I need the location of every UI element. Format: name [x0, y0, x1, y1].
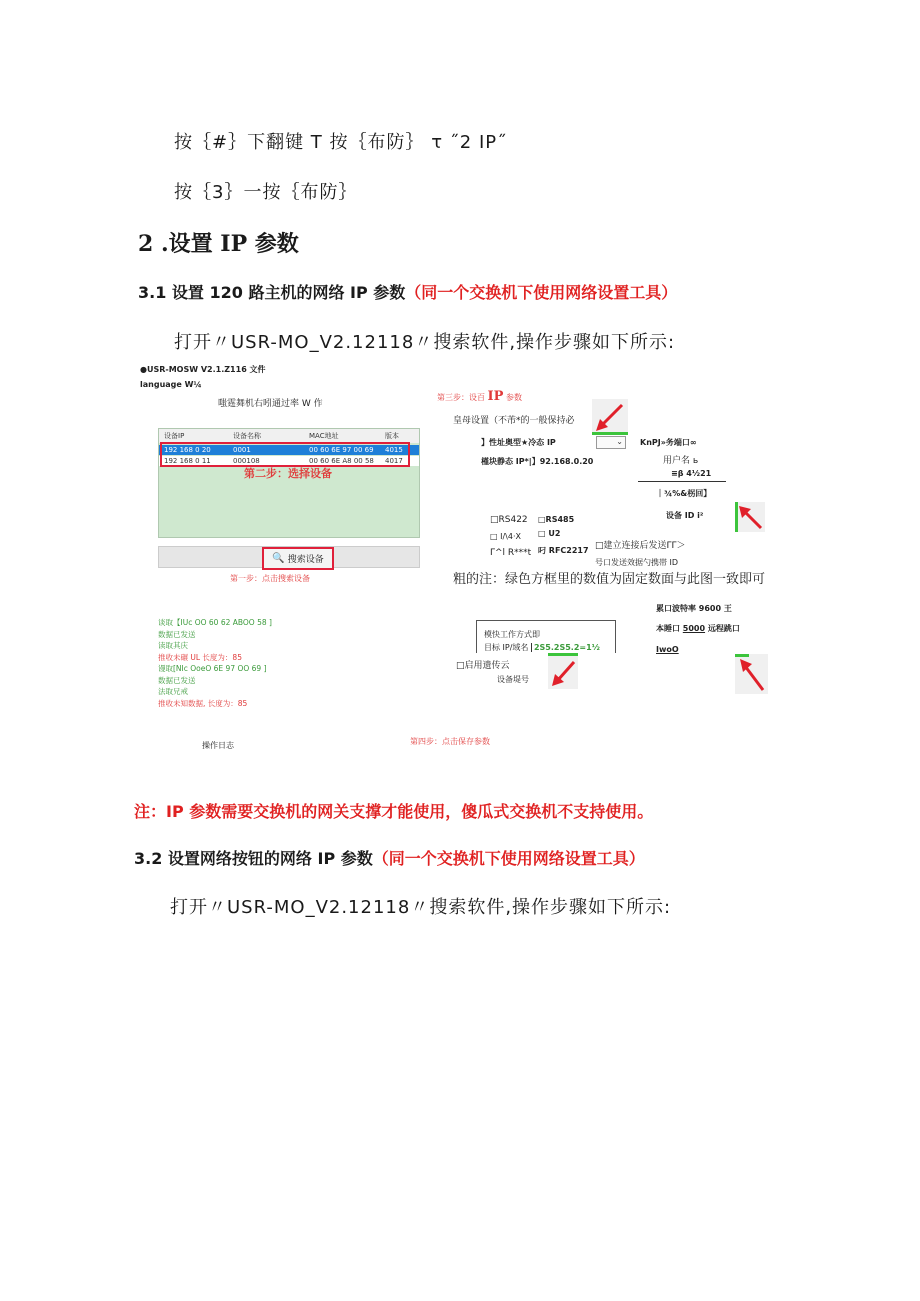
red-arrow-icon: [735, 502, 765, 532]
operation-log: 谈取【IUc OO 60 62 ABOO 58 ] 数据已发送 读取其庆 推收未碾 UL 长度为：85 谩取[NIc OoeO 6E 97 OO 69 ] 数据已发送 法取兄戒 推收未知数据, 长度为：85: [158, 618, 272, 708]
app-title: ●USR-MOSW V2.1.Z116 文件: [140, 365, 266, 374]
target-ip-value[interactable]: 2S5.2S5.2=1½: [531, 643, 600, 652]
ip-type-dropdown[interactable]: [596, 436, 626, 449]
green-marker: [592, 432, 628, 435]
search-device-label: 搜索设备: [287, 555, 324, 565]
red-arrow-icon: [735, 654, 768, 694]
panel-title: 嗤霆舞机右吲通过率 W 作: [218, 399, 323, 409]
open-software-line-2: 打开〃USR-MO_V2.12118〃搜索软件,操作步骤如下所示:: [170, 897, 672, 918]
chevron-down-icon: ⌄: [616, 437, 623, 446]
red-arrow-icon: [548, 656, 578, 689]
iwoo-value: IwoO: [656, 645, 679, 654]
ia4x-option[interactable]: □ I/\4·X: [490, 532, 521, 541]
subheading-3-1-note: （同一个交换机下使用网络设置工具）: [405, 283, 678, 302]
baud-rate-label: 累口波特率 9600 王: [656, 604, 732, 613]
subheading-3-1: [138, 280, 677, 303]
table-row[interactable]: 192 168 0 20 0001 00 60 6E 97 00 69 4015: [159, 445, 419, 455]
instruction-line-1: 按｛#｝下翻键 T 按｛布防｝ τ ˝2 IP˝: [174, 132, 508, 153]
back-button[interactable]: ｜¾%&柺回】: [656, 489, 712, 498]
rfc2217-option[interactable]: 叼 RFC2217: [538, 546, 589, 555]
device-table-header: [159, 429, 419, 443]
work-mode-label: 模快工作方式即: [484, 630, 540, 639]
static-ip-label: 槿块静态 IP*|】92.168.0.20: [481, 457, 594, 466]
u2-option[interactable]: □ U2: [538, 529, 561, 538]
language-menu[interactable]: language W¼: [140, 380, 202, 389]
subheading-3-2-note: （同一个交换机下使用网络设置工具）: [372, 849, 645, 868]
magnifier-icon: 🔍: [272, 553, 285, 564]
selection-highlight: [160, 442, 410, 467]
rs485-option[interactable]: □RS485: [538, 515, 575, 524]
instruction-line-2: 按｛3｝一按｛布防｝: [174, 182, 358, 203]
target-ip-row: 目标 IP/域名 2S5.2S5.2=1½: [484, 643, 600, 652]
local-port-value[interactable]: 5000: [682, 624, 706, 633]
subheading-3-2: [134, 846, 645, 869]
col-mac: MAC地址: [309, 432, 339, 440]
enable-cloud-checkbox[interactable]: □启用遗传云: [456, 661, 510, 671]
rs422-option[interactable]: □RS422: [490, 515, 528, 525]
username-label: 用户名 ь: [663, 456, 699, 466]
table-row[interactable]: 192 168 0 11 000108 00 60 6E A8 00 58 4017: [159, 456, 419, 466]
send-after-connect-checkbox[interactable]: □建立连接后发送ΓΓ＞: [595, 541, 686, 551]
ip-note: 注：IP 参数需要交换机的网关支撑才能使用，傻瓜式交换机不支持使用。: [134, 802, 654, 821]
port-label: KnPJ»务端口∞: [640, 438, 697, 447]
device-number-label: 设备堤号: [497, 675, 529, 684]
green-box-note: 粗的注：绿色方框里的数值为固定数面与此图一致即可: [453, 572, 766, 587]
open-software-line-1: 打开〃USR-MO_V2.12118〃搜索软件,操作步骤如下所示:: [174, 332, 676, 353]
ip-type-label: 】性址奥型★冷态 IP: [481, 438, 556, 447]
col-device-name: 设备名称: [233, 432, 261, 440]
subheading-3-1-main: 3.1 设置 120 路主机的网络 IP 参数: [138, 283, 406, 302]
port-send-id-label: 号口发送效据勺携帯 ID: [595, 558, 679, 567]
local-port-row: 本睡口 5000 远程跳口: [656, 624, 740, 633]
red-arrow-icon: [592, 399, 628, 435]
subheading-3-2-main: 3.2 设置网络按钮的网络 IP 参数: [134, 849, 373, 868]
section-heading-2: 2 .设置 IP 参数: [138, 231, 299, 257]
step3-label: 第三步：设百 IP 参数: [437, 389, 522, 404]
col-version: 版本: [385, 432, 399, 440]
rt-option[interactable]: Γ^l R***t: [490, 548, 532, 558]
col-device-ip: 设备IP: [164, 432, 185, 440]
search-device-button[interactable]: [262, 547, 334, 570]
step4-label: 第四步：点击保存参数: [410, 737, 490, 746]
setting-line-1: 皇母设置（不芾*的一般保持必: [453, 416, 575, 426]
device-id-label: 设备 ID i²: [666, 511, 704, 520]
log-label: 操作日志: [202, 741, 234, 750]
divider: [638, 481, 726, 482]
password-value: ≡β 4½21: [671, 469, 712, 478]
step2-label: 第二步：选择设备: [244, 467, 332, 480]
step1-label: 第一步：点击搜索设备: [230, 574, 310, 583]
